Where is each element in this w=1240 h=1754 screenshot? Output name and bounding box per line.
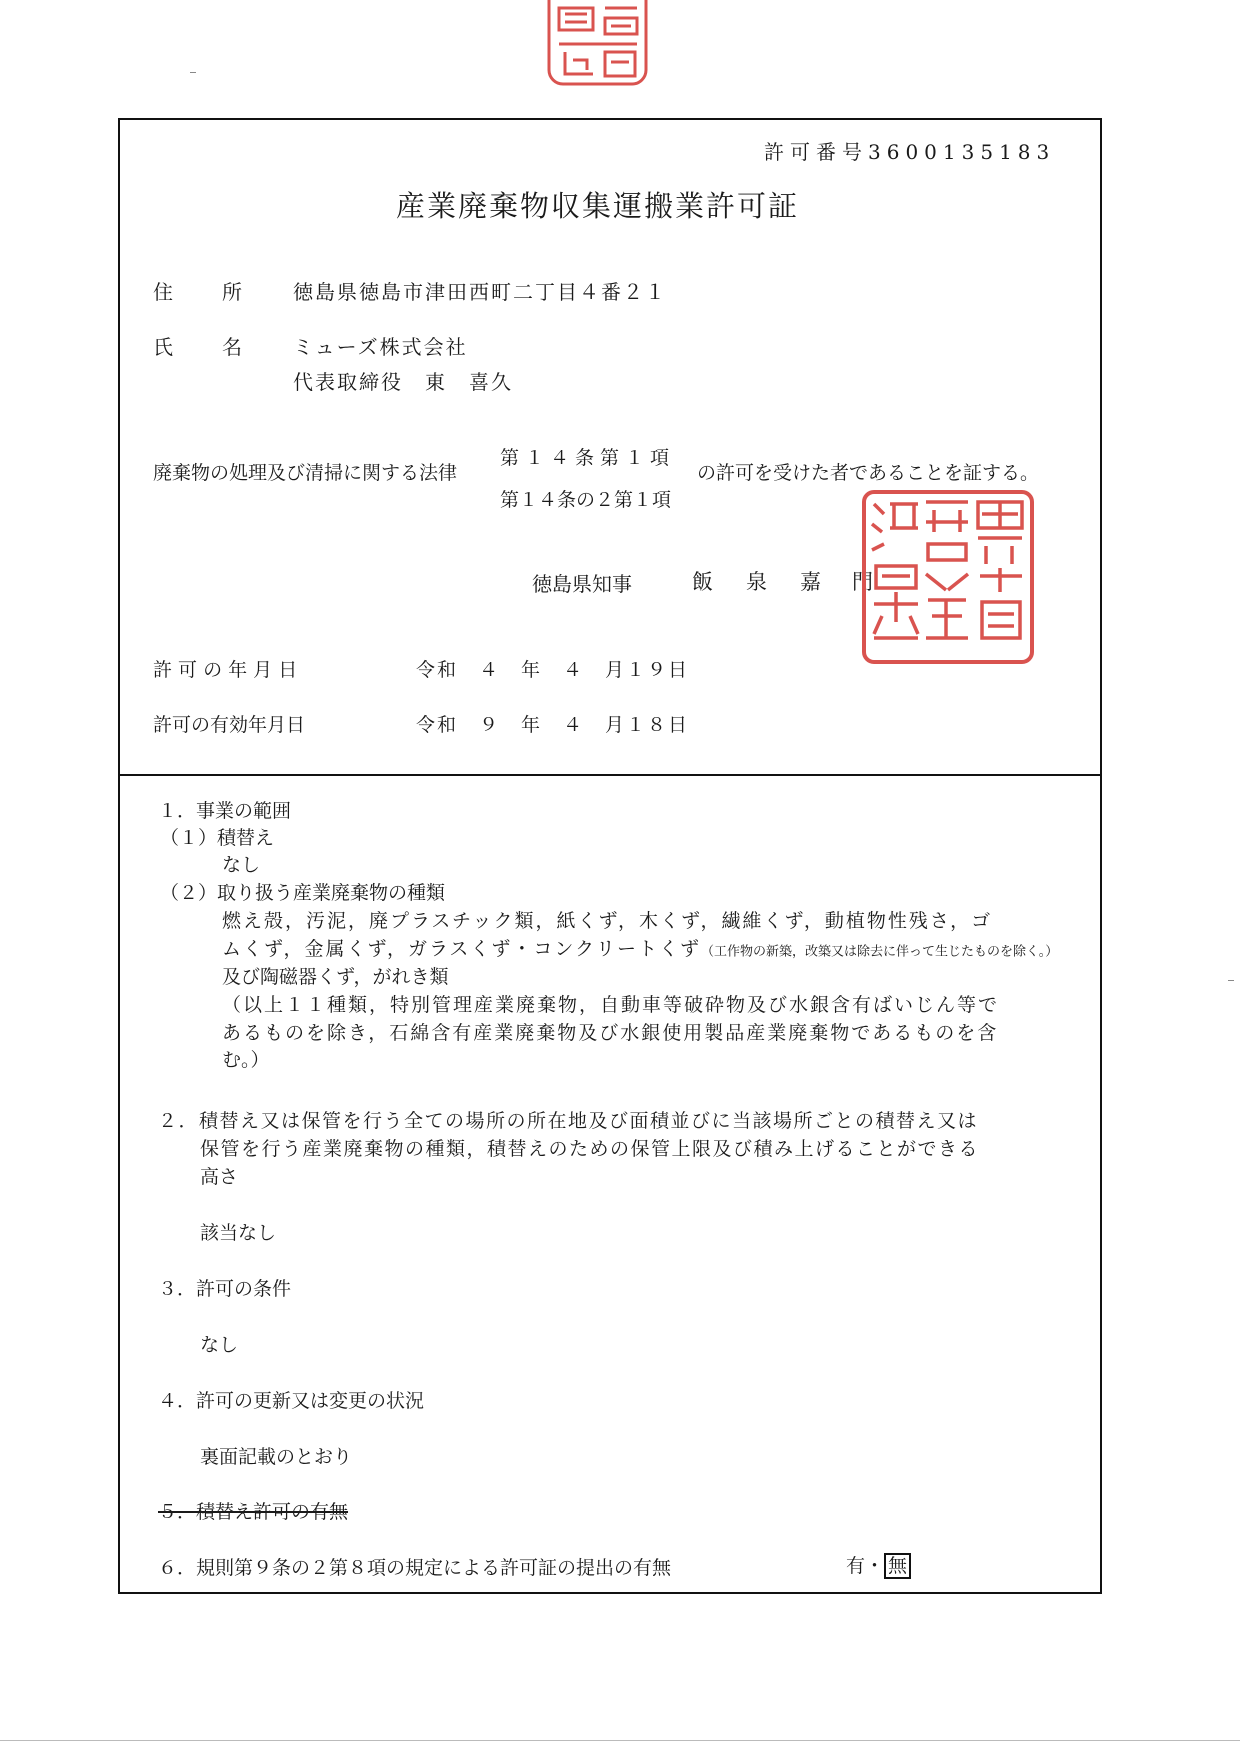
expiry-date-label: 許可の有効年月日 bbox=[153, 714, 306, 736]
section1-sub2-label: （２）取り扱う産業廃棄物の種類 bbox=[160, 882, 446, 904]
section1-sub1-label: （１）積替え bbox=[160, 827, 275, 849]
permit-date-value: 令和 ４ 年 ４ 月１９日 bbox=[416, 659, 690, 681]
section1-line1: 燃え殻，汚泥，廃プラスチック類，紙くず，木くず，繊維くず，動植物性残さ，ゴ bbox=[222, 910, 993, 932]
section3-value: なし bbox=[200, 1334, 239, 1356]
certification-statement: の許可を受けた者であることを証する。 bbox=[697, 462, 1040, 484]
section2-value: 該当なし bbox=[200, 1222, 277, 1244]
article-1: 第１４条第１項 bbox=[500, 447, 676, 469]
law-name: 廃棄物の処理及び清掃に関する法律 bbox=[153, 462, 458, 484]
governor-seal-graphic bbox=[860, 488, 1036, 666]
permit-number bbox=[764, 136, 1055, 165]
representative: 代表取締役 東 喜久 bbox=[293, 370, 513, 394]
governor-name-char: 門 bbox=[852, 570, 873, 594]
option-separator: ・ bbox=[865, 1555, 885, 1577]
permit-date-label: 許 可 の 年 月 日 bbox=[153, 659, 298, 681]
name-label-2: 名 bbox=[222, 335, 242, 359]
section1-line2-text: ムくず，金属くず，ガラスくず・コンクリートくず bbox=[222, 938, 702, 960]
address-value: 徳島県徳島市津田西町二丁目４番２１ bbox=[293, 280, 667, 304]
governor-name-char: 泉 bbox=[746, 570, 767, 594]
top-seal-graphic bbox=[545, 0, 650, 88]
section6-options bbox=[846, 1551, 911, 1579]
section1-heading: １．事業の範囲 bbox=[158, 800, 292, 822]
section2-line3: 高さ bbox=[200, 1166, 239, 1188]
permit-number-value: 3600135183 bbox=[868, 140, 1056, 164]
scan-edge-line bbox=[0, 1740, 1240, 1741]
governor-name-char: 嘉 bbox=[800, 570, 821, 594]
section1-line6: む。） bbox=[222, 1049, 270, 1071]
option-no-selected: 無 bbox=[884, 1553, 911, 1579]
section1-line2-note: （工作物の新築，改築又は除去に伴って生じたものを除く。） bbox=[701, 944, 1059, 960]
section2-line2: 保管を行う産業廃棄物の種類，積替えのための保管上限及び積み上げることができる bbox=[200, 1138, 980, 1160]
section2-line1: ２．積替え又は保管を行う全ての場所の所在地及び面積並びに当該場所ごとの積替え又は bbox=[158, 1110, 979, 1132]
address-label-2: 所 bbox=[222, 280, 242, 304]
article-2: 第１４条の２第１項 bbox=[500, 489, 672, 511]
section1-line5: あるものを除き，石綿含有産業廃棄物及び水銀使用製品産業廃棄物であるものを含 bbox=[222, 1022, 999, 1044]
permit-number-label: 許可番号 bbox=[764, 140, 868, 164]
section6-heading: ６．規則第９条の２第８項の規定による許可証の提出の有無 bbox=[158, 1557, 672, 1579]
governor-seal bbox=[860, 488, 1036, 666]
expiry-date-value: 令和 ９ 年 ４ 月１８日 bbox=[416, 714, 690, 736]
section1-sub1-value: なし bbox=[222, 854, 261, 876]
option-yes: 有 bbox=[846, 1555, 866, 1577]
section4-heading: ４．許可の更新又は変更の状況 bbox=[158, 1390, 425, 1412]
governor-title: 徳島県知事 bbox=[532, 572, 632, 596]
company-name: ミューズ株式会社 bbox=[293, 335, 468, 359]
section3-heading: ３．許可の条件 bbox=[158, 1278, 292, 1300]
section1-line4: （以上１１種類，特別管理産業廃棄物，自動車等破砕物及び水銀含有ばいじん等で bbox=[222, 994, 1000, 1016]
scan-mark bbox=[1228, 980, 1234, 981]
name-label-1: 氏 bbox=[153, 335, 173, 359]
scan-mark bbox=[190, 72, 196, 73]
document-title: 産業廃棄物収集運搬業許可証 bbox=[396, 189, 800, 223]
governor-name-char: 飯 bbox=[692, 570, 713, 594]
section5-heading: ５．積替え許可の有無 bbox=[158, 1501, 349, 1523]
address-label-1: 住 bbox=[153, 280, 173, 304]
section4-value: 裏面記載のとおり bbox=[200, 1446, 353, 1468]
section1-line2 bbox=[222, 934, 1058, 961]
section1-line3: 及び陶磁器くず，がれき類 bbox=[222, 966, 449, 988]
top-seal bbox=[545, 0, 650, 88]
